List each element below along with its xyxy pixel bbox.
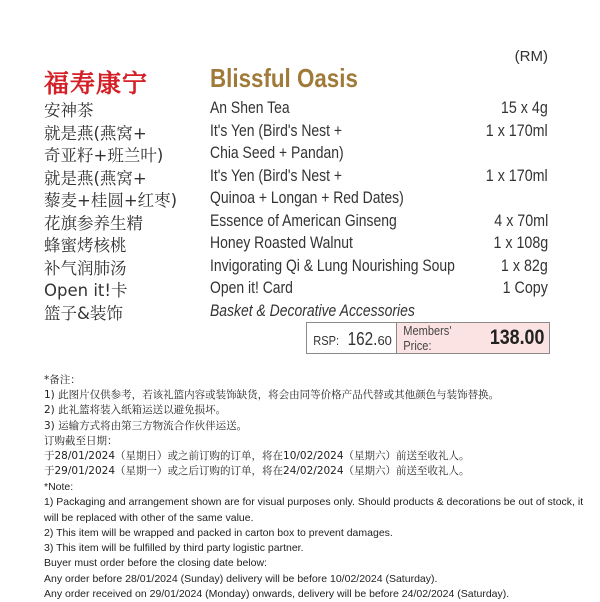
item-name-english: Essence of American Ginseng xyxy=(210,210,397,230)
item-name-chinese: 就是燕(燕窝+ xyxy=(44,123,147,143)
currency-label: (RM) xyxy=(514,48,548,65)
item-name-english: Invigorating Qi & Lung Nourishing Soup xyxy=(210,255,455,275)
item-quantity: 1 Copy xyxy=(502,278,548,297)
item-name-chinese: 就是燕(燕窝+ xyxy=(44,168,147,188)
list-item xyxy=(44,187,548,210)
item-name-chinese: Open it!卡 xyxy=(44,281,128,300)
note-line: *Note: xyxy=(44,481,74,493)
list-item xyxy=(44,210,548,233)
item-name-english: Basket & Decorative Accessories xyxy=(210,300,415,320)
product-title-chinese: 福寿康宁 xyxy=(44,69,149,98)
list-item xyxy=(44,120,548,143)
note-line: 订购截至日期： xyxy=(44,434,118,447)
item-name-english: Quinoa + Longan + Red Dates) xyxy=(210,188,404,207)
list-item xyxy=(44,165,548,188)
note-line: 3) This item will be fulfilled by third party logistic partner. xyxy=(44,542,304,555)
item-name-english: It's Yen (Bird's Nest + xyxy=(210,120,343,140)
rsp-price xyxy=(307,323,397,353)
price-box xyxy=(306,322,550,354)
item-name-english: Open it! Card xyxy=(210,278,293,297)
rsp-value-integer: 162. xyxy=(348,329,378,349)
product-title-english: Blissful Oasis xyxy=(210,63,358,93)
note-line: Buyer must order before the closing date below: xyxy=(44,557,267,570)
list-item xyxy=(44,142,548,165)
note-line: 2) 此礼篮将装入纸箱运送以避免损坏。 xyxy=(44,404,227,417)
item-quantity: 1 x 170ml xyxy=(486,165,548,185)
note-line: Any order before 28/01/2024 (Sunday) delivery will be before 10/02/2024 (Saturday). xyxy=(44,572,438,585)
note-line: 3) 运输方式将由第三方物流合作伙伴运送。 xyxy=(44,419,248,432)
note-line: Any order received on 29/01/2024 (Monday) onwards, delivery will be before 24/02/2024 (Saturday). xyxy=(44,588,510,601)
note-line: will be replaced with other of the same value. xyxy=(44,511,254,524)
item-quantity: 1 x 170ml xyxy=(486,120,548,140)
item-name-english: It's Yen (Bird's Nest + xyxy=(210,165,343,185)
rsp-label: RSP: xyxy=(313,333,340,348)
list-item xyxy=(44,97,548,120)
item-quantity: 4 x 70ml xyxy=(494,210,548,230)
item-name-english: Honey Roasted Walnut xyxy=(210,233,353,252)
members-price-value: 138.00 xyxy=(489,326,545,349)
item-list xyxy=(44,97,548,322)
note-line: 1) 此图片仅供参考，若该礼篮内容或装饰缺货，将会由同等价格产品代替或其他颜色与装饰替换。 xyxy=(44,389,500,402)
notes-english xyxy=(44,480,584,602)
note-line: 2) This item will be wrapped and packed in carton box to prevent damages. xyxy=(44,526,393,539)
item-quantity: 1 x 108g xyxy=(493,233,548,252)
item-quantity: 15 x 4g xyxy=(501,98,548,117)
list-item xyxy=(44,300,548,323)
note-line: 于28/01/2024（星期日）或之前订购的订单，将在10/02/2024（星期六）前送至收礼人。 xyxy=(44,450,470,463)
list-item xyxy=(44,232,548,255)
members-price xyxy=(397,323,549,353)
rsp-value-decimal: 60 xyxy=(377,333,392,348)
item-name-chinese: 奇亚籽+班兰叶) xyxy=(44,146,164,165)
item-name-chinese: 补气润肺汤 xyxy=(44,258,127,278)
list-item xyxy=(44,255,548,278)
product-header xyxy=(44,63,548,98)
note-line: 于29/01/2024（星期一）或之后订购的订单，将在24/02/2024（星期六）前送至收礼人。 xyxy=(44,465,470,478)
item-name-chinese: 藜麦+桂圆+红枣) xyxy=(44,191,178,210)
notes-chinese xyxy=(44,373,560,479)
item-quantity: 1 x 82g xyxy=(501,255,548,275)
note-line: 1) Packaging and arrangement shown are for visual purposes only. Should products & decorations be out of stock, it xyxy=(44,496,584,509)
item-name-chinese: 花旗参养生精 xyxy=(44,213,143,233)
item-name-chinese: 安神茶 xyxy=(44,101,94,120)
note-line: *备注： xyxy=(44,374,81,386)
item-name-chinese: 蜂蜜烤核桃 xyxy=(44,236,127,255)
item-name-english: An Shen Tea xyxy=(210,98,290,117)
members-price-label: Members' Price: xyxy=(403,323,452,353)
list-item xyxy=(44,277,548,300)
item-name-english: Chia Seed + Pandan) xyxy=(210,143,344,162)
item-name-chinese: 篮子&装饰 xyxy=(44,303,123,323)
